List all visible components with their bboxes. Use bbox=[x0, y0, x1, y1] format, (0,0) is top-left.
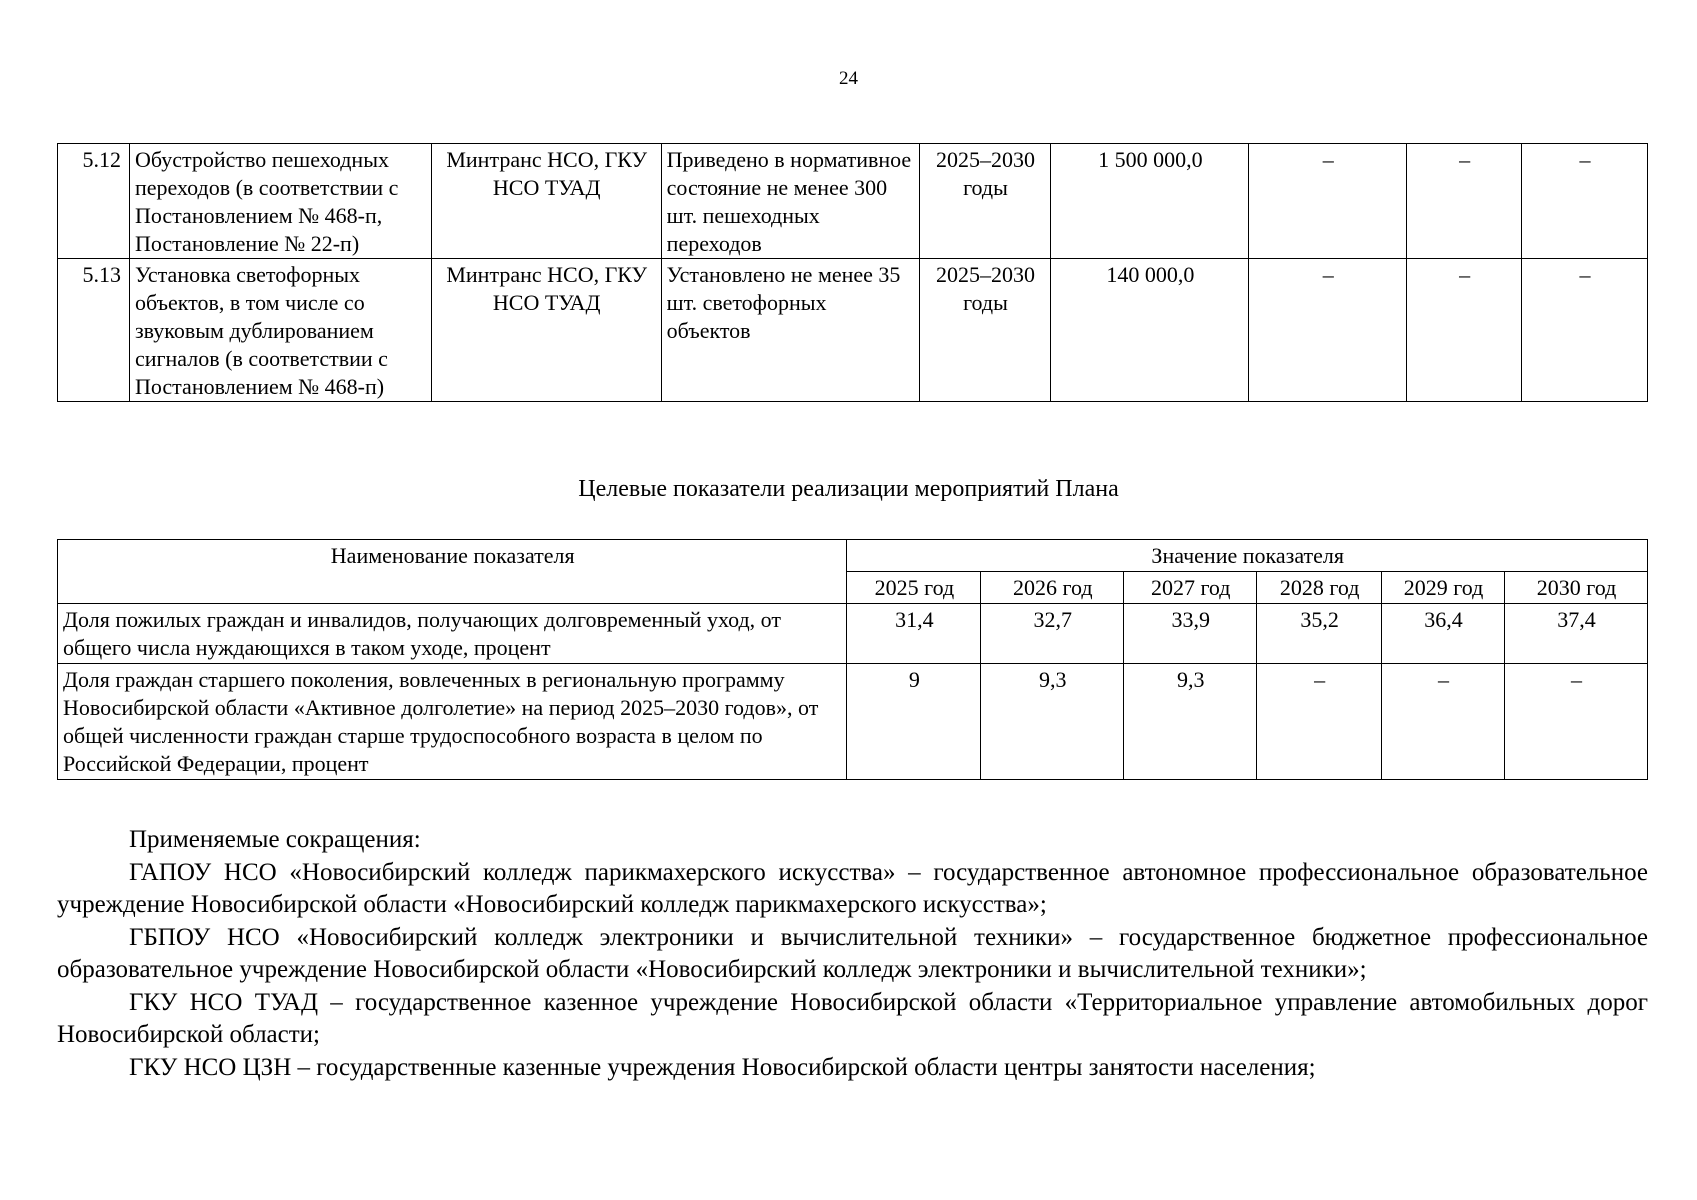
row-number: 5.12 bbox=[58, 144, 130, 259]
header-row bbox=[58, 540, 1648, 572]
indicator-value: – bbox=[1505, 664, 1648, 780]
value-cell: – bbox=[1522, 144, 1648, 259]
activity-name: Обустройство пешеходных переходов (в соответствии с Постановлением № 468-п, Постановление № 22-п) bbox=[129, 144, 431, 259]
section-heading: Целевые показатели реализации мероприятий Плана bbox=[578, 476, 1119, 502]
value-cell: – bbox=[1407, 144, 1522, 259]
indicator-value: 9 bbox=[847, 664, 981, 780]
indicator-value: 33,9 bbox=[1124, 604, 1257, 664]
executor: Минтранс НСО, ГКУ НСО ТУАД bbox=[431, 144, 661, 259]
indicators-table bbox=[57, 539, 1648, 780]
year-header: 2030 год bbox=[1505, 572, 1648, 604]
indicator-value: 37,4 bbox=[1505, 604, 1648, 664]
expected-result: Приведено в нормативное состояние не менее 300 шт. пешеходных переходов bbox=[661, 144, 919, 259]
year-header: 2027 год bbox=[1124, 572, 1257, 604]
expected-result: Установлено не менее 35 шт. светофорных объектов bbox=[661, 259, 919, 402]
abbreviations-section bbox=[57, 824, 1648, 1084]
indicator-value: 9,3 bbox=[981, 664, 1124, 780]
indicator-value-header: Значение показателя bbox=[847, 540, 1648, 572]
indicator-value: 36,4 bbox=[1382, 604, 1505, 664]
indicator-value: 32,7 bbox=[981, 604, 1124, 664]
indicator-value: – bbox=[1257, 664, 1382, 780]
page-number: 24 bbox=[839, 68, 858, 89]
activities-table bbox=[57, 143, 1648, 402]
indicator-value: – bbox=[1382, 664, 1505, 780]
period: 2025–2030 годы bbox=[919, 144, 1051, 259]
executor: Минтранс НСО, ГКУ НСО ТУАД bbox=[431, 259, 661, 402]
value-cell: – bbox=[1522, 259, 1648, 402]
year-header: 2028 год bbox=[1257, 572, 1382, 604]
abbreviation-item: ГКУ НСО ЦЗН – государственные казенные учреждения Новосибирской области центры занятости населения; bbox=[129, 1053, 1316, 1081]
abbreviation-item: ГБПОУ НСО «Новосибирский колледж электроники и вычислительной техники» – государственное бюджетное профессиональное образовательное учреждение Новосибирской области «Новосибирский колледж электроники и вычислительной техники»; bbox=[57, 923, 1648, 983]
amount: 140 000,0 bbox=[1051, 259, 1249, 402]
value-cell: – bbox=[1407, 259, 1522, 402]
value-cell: – bbox=[1249, 144, 1407, 259]
table-row bbox=[58, 604, 1648, 664]
indicator-value: 35,2 bbox=[1257, 604, 1382, 664]
indicator-name: Доля граждан старшего поколения, вовлеченных в региональную программу Новосибирской области «Активное долголетие» на период 2025–2030 годов», от общей численности граждан старше трудоспособного возраста в целом по Российской Федерации, процент bbox=[58, 664, 847, 780]
year-header: 2026 год bbox=[981, 572, 1124, 604]
amount: 1 500 000,0 bbox=[1051, 144, 1249, 259]
indicator-name-header: Наименование показателя bbox=[58, 540, 847, 604]
abbreviations-title: Применяемые сокращения: bbox=[129, 826, 421, 853]
table-row bbox=[58, 259, 1648, 402]
year-header: 2029 год bbox=[1382, 572, 1505, 604]
indicator-name: Доля пожилых граждан и инвалидов, получающих долговременный уход, от общего числа нуждающихся в таком уходе, процент bbox=[58, 604, 847, 664]
abbreviation-item: ГКУ НСО ТУАД – государственное казенное учреждение Новосибирской области «Территориальное управление автомобильных дорог Новосибирской области; bbox=[57, 988, 1648, 1048]
table-row bbox=[58, 144, 1648, 259]
activity-name: Установка светофорных объектов, в том числе со звуковым дублированием сигналов (в соответствии с Постановлением № 468-п) bbox=[129, 259, 431, 402]
indicator-value: 9,3 bbox=[1124, 664, 1257, 780]
period: 2025–2030 годы bbox=[919, 259, 1051, 402]
abbreviation-item: ГАПОУ НСО «Новосибирский колледж парикмахерского искусства» – государственное автономное профессиональное образовательное учреждение Новосибирской области «Новосибирский колледж парикмахерского искусства»; bbox=[57, 858, 1648, 918]
year-header: 2025 год bbox=[847, 572, 981, 604]
table-row bbox=[58, 664, 1648, 780]
indicator-value: 31,4 bbox=[847, 604, 981, 664]
value-cell: – bbox=[1249, 259, 1407, 402]
row-number: 5.13 bbox=[58, 259, 130, 402]
